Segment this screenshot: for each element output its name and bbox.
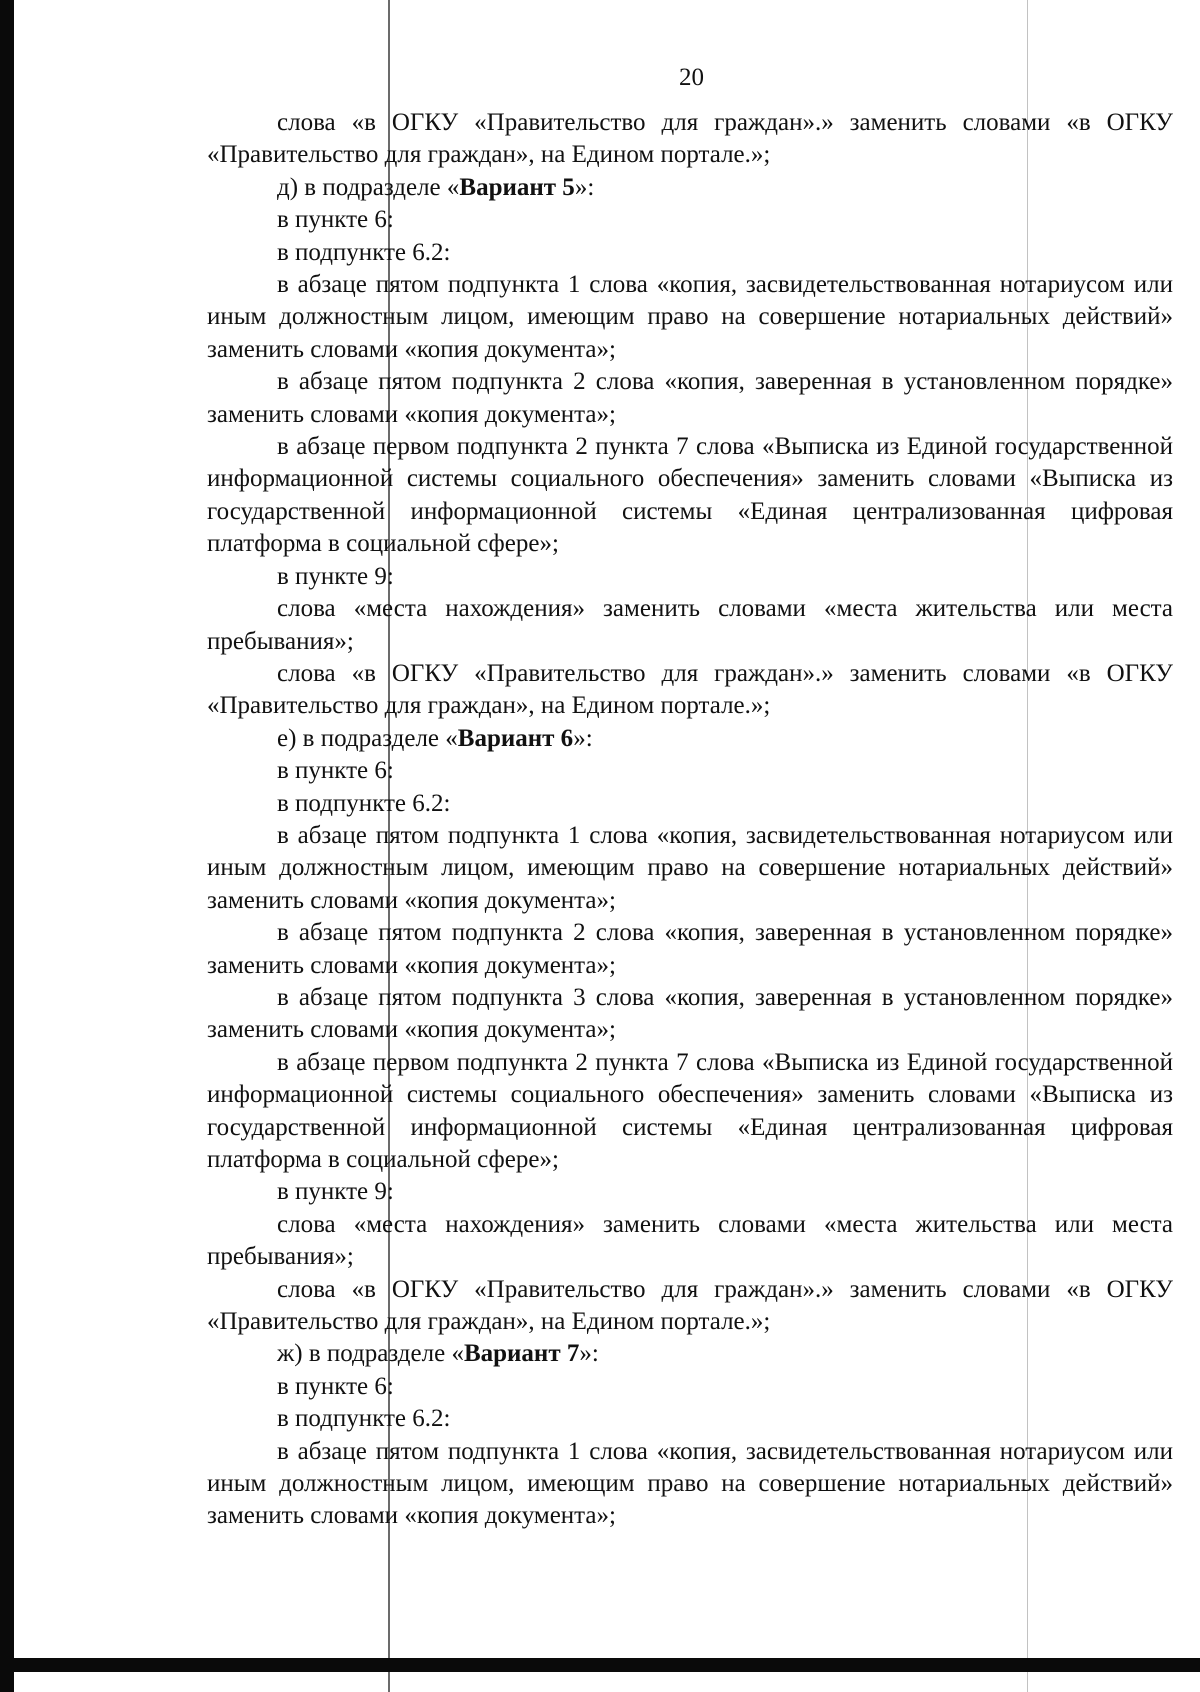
paragraph-text: слова «в ОГКУ «Правительство для граждан».» заменить словами «в ОГКУ «Правительство для граждан», на Едином портале.»;	[207, 659, 1173, 720]
paragraph	[207, 917, 1173, 982]
paragraph	[207, 1436, 1173, 1533]
paragraph	[207, 755, 1173, 787]
paragraph	[207, 820, 1173, 917]
paragraph	[207, 1047, 1173, 1177]
paragraph-text: слова «в ОГКУ «Правительство для граждан».» заменить словами «в ОГКУ «Правительство для граждан», на Едином портале.»;	[207, 1275, 1173, 1336]
paragraph	[207, 982, 1173, 1047]
paragraph-text: в абзаце пятом подпункта 1 слова «копия, засвидетельствованная нотариусом или иным должностным лицом, имеющим право на совершение нотариальных действий» заменить словами «копия документа»;	[207, 821, 1173, 914]
paragraph	[207, 269, 1173, 366]
paragraph-text: в подпункте 6.2:	[277, 789, 451, 817]
paragraph-text: »:	[573, 724, 593, 752]
paragraph-text: в абзаце первом подпункта 2 пункта 7 слова «Выписка из Единой государственной информационной системы социального обеспечения» заменить словами «Выписка из государственной информационной системы «Единая централизованная цифровая платформа в социальной сфере»;	[207, 433, 1173, 558]
paragraph-text: в пункте 9:	[277, 1178, 394, 1206]
paragraph-text: в абзаце пятом подпункта 3 слова «копия, заверенная в установленном порядке» заменить словами «копия документа»;	[207, 983, 1173, 1044]
paragraph-text: в абзаце пятом подпункта 2 слова «копия, заверенная в установленном порядке» заменить словами «копия документа»;	[207, 919, 1173, 979]
paragraph	[207, 593, 1173, 658]
paragraph-text: в абзаце пятом подпункта 1 слова «копия, засвидетельствованная нотариусом или иным должностным лицом, имеющим право на совершение нотариальных действий» заменить словами «копия документа»;	[207, 1437, 1173, 1530]
paragraph	[207, 431, 1173, 561]
paragraph	[207, 561, 1173, 593]
paragraph	[207, 788, 1173, 820]
paragraph-text: »:	[574, 173, 595, 201]
paragraph-text: слова «места нахождения» заменить словами «места жительства или места пребывания»;	[207, 595, 1173, 655]
paragraph-text: в пункте 9:	[277, 562, 394, 590]
paragraph	[207, 172, 1173, 204]
paragraph	[207, 1403, 1173, 1435]
paragraph-text: в пункте 6:	[277, 1372, 394, 1400]
paragraph	[207, 1209, 1173, 1274]
document-body	[207, 107, 1173, 1533]
paragraph-text: в пункте 6:	[277, 757, 394, 785]
paragraph-text: ж) в подразделе «	[277, 1340, 464, 1368]
bold-text: Вариант 6	[457, 724, 574, 752]
paragraph-text: д) в подразделе «	[277, 173, 460, 201]
paragraph-text: »:	[579, 1340, 599, 1368]
paragraph-text: е) в подразделе «	[277, 724, 458, 752]
paragraph-text: в абзаце первом подпункта 2 пункта 7 слова «Выписка из Единой государственной информационной системы социального обеспечения» заменить словами «Выписка из государственной информационной системы «Единая централизованная цифровая платформа в социальной сфере»;	[207, 1048, 1173, 1173]
bold-text: Вариант 5	[459, 173, 575, 201]
scan-edge-left	[0, 0, 14, 1692]
paragraph	[207, 1371, 1173, 1403]
paragraph-text: в пункте 6:	[277, 206, 394, 234]
paragraph-text: в абзаце пятом подпункта 1 слова «копия, засвидетельствованная нотариусом или иным должностным лицом, имеющим право на совершение нотариальных действий» заменить словами «копия документа»;	[207, 271, 1173, 363]
paragraph	[207, 723, 1173, 755]
paragraph	[207, 204, 1173, 236]
bold-text: Вариант 7	[463, 1340, 580, 1368]
paragraph-text: в подпункте 6.2:	[277, 238, 451, 266]
paragraph-text: в подпункте 6.2:	[277, 1405, 451, 1433]
paragraph	[207, 1338, 1173, 1370]
paragraph-text: в абзаце пятом подпункта 2 слова «копия, заверенная в установленном порядке» заменить словами «копия документа»;	[207, 368, 1173, 428]
paragraph	[207, 237, 1173, 269]
paragraph	[207, 366, 1173, 431]
page-number: 20	[679, 64, 704, 91]
paragraph	[207, 1176, 1173, 1208]
scan-edge-bottom	[0, 1658, 1200, 1672]
paragraph-text: слова «места нахождения» заменить словами «места жительства или места пребывания»;	[207, 1210, 1173, 1271]
paragraph	[207, 1274, 1173, 1339]
paragraph-text: слова «в ОГКУ «Правительство для граждан».» заменить словами «в ОГКУ «Правительство для граждан», на Едином портале.»;	[207, 109, 1173, 169]
paragraph	[207, 658, 1173, 723]
paragraph	[207, 107, 1173, 172]
